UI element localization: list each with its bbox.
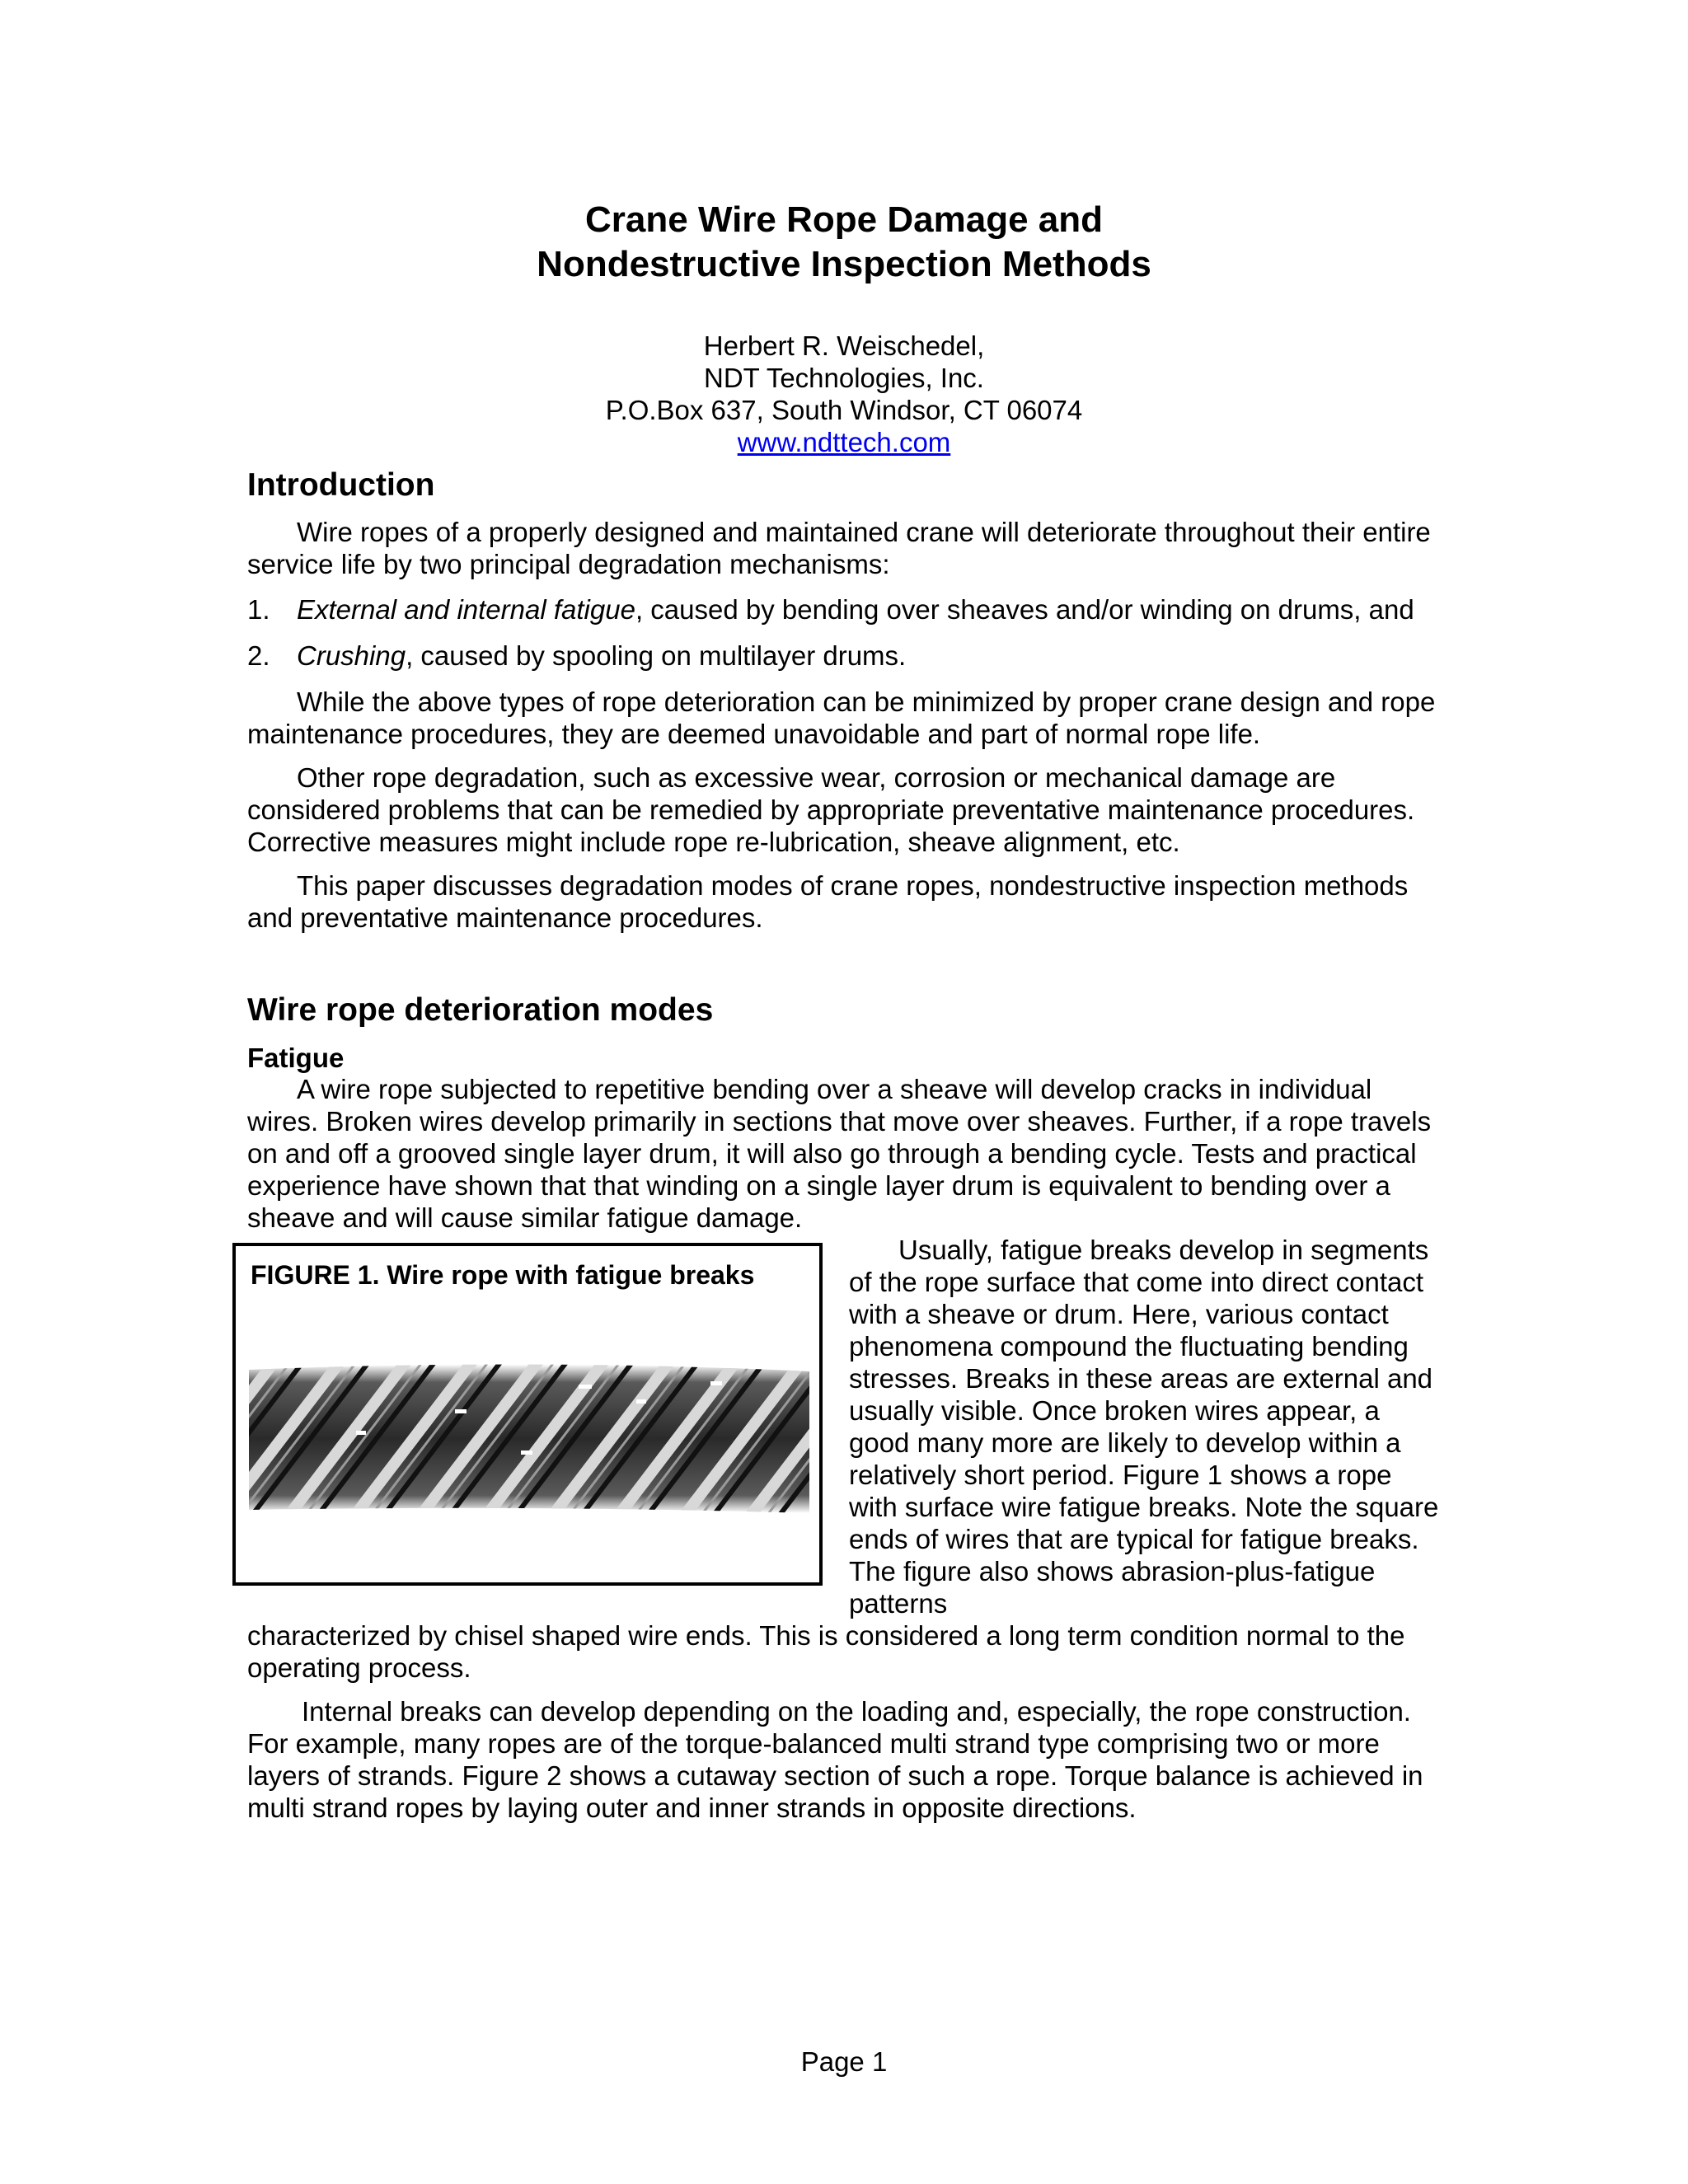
fatigue-paragraph-1: A wire rope subjected to repetitive bending over a sheave will develop cracks in individual wires. Broken wires develop primarily in sections that move over sheaves. Further, if a rope travels on and off a grooved single layer drum, it will also go through a bending cycle. Tests and practical experience have shown that that winding on a single layer drum is equivalent to bending over a sheave and will cause similar fatigue damage. <box>247 1074 1432 1233</box>
author-website-line <box>0 426 1688 459</box>
list-number: 2. <box>247 640 270 671</box>
list-term: Crushing <box>297 640 406 671</box>
title-line-1: Crane Wire Rope Damage and <box>585 199 1103 240</box>
introduction-heading: Introduction <box>247 467 435 503</box>
author-name: Herbert R. Weischedel, <box>703 330 985 361</box>
list-number: 1. <box>247 594 270 625</box>
wire-rope-photo-icon <box>249 1352 809 1520</box>
list-item-2 <box>247 640 1442 672</box>
deterioration-heading: Wire rope deterioration modes <box>247 992 714 1028</box>
list-text: , caused by bending over sheaves and/or winding on drums, and <box>635 594 1414 625</box>
fatigue-paragraph-3: Internal breaks can develop depending on the loading and, especially, the rope construction. For example, many ropes are of the torque-balanced multi strand type comprising two or more layers of strands. Figure 2 shows a cutaway section of such a rope. Torque balance is achieved in multi strand ropes by laying outer and inner strands in opposite directions. <box>247 1696 1423 1823</box>
page-number: Page 1 <box>800 2046 888 2077</box>
fatigue-paragraph-2-continuation: characterized by chisel shaped wire ends. This is considered a long term condition normal to the operating process. <box>247 1620 1405 1683</box>
fatigue-side-text: Usually, fatigue breaks develop in segments of the rope surface that come into direct contact with a sheave or drum. Here, various contact phenomena compound the fluctuating bending stresses. Breaks in these areas are external and usually visible. Once broken wires appear, a good many more are likely to develop within a relatively short period. Figure 1 shows a rope with surface wire fatigue breaks. Note the square ends of wires that are typical for fatigue breaks. The figure also shows abrasion-plus-fatigue patterns <box>849 1235 1439 1619</box>
list-text: , caused by spooling on multilayer drums. <box>406 640 907 671</box>
list-item-1 <box>247 593 1442 626</box>
intro-paragraph-1: Wire ropes of a properly designed and maintained crane will deteriorate throughout their entire service life by two principal degradation mechanisms: <box>247 517 1431 579</box>
fatigue-subheading: Fatigue <box>247 1043 345 1073</box>
title-line-2: Nondestructive Inspection Methods <box>537 244 1151 284</box>
author-address: P.O.Box 637, South Windsor, CT 06074 <box>605 395 1083 425</box>
figure-1 <box>232 1243 823 1586</box>
intro-paragraph-4: This paper discusses degradation modes of crane ropes, nondestructive inspection methods and preventative maintenance procedures. <box>247 870 1409 933</box>
list-term: External and internal fatigue <box>297 594 635 625</box>
website-link[interactable]: www.ndttech.com <box>737 427 951 457</box>
intro-paragraph-3: Other rope degradation, such as excessive wear, corrosion or mechanical damage are considered problems that can be remedied by appropriate preventative maintenance procedures. Corrective measures might include rope re-lubrication, sheave alignment, etc. <box>247 762 1415 857</box>
figure-1-caption: FIGURE 1. Wire rope with fatigue breaks <box>251 1260 755 1290</box>
intro-paragraph-2: While the above types of rope deterioration can be minimized by proper crane design and rope maintenance procedures, they are deemed unavoidable and part of normal rope life. <box>247 687 1436 749</box>
author-organization: NDT Technologies, Inc. <box>704 363 984 393</box>
